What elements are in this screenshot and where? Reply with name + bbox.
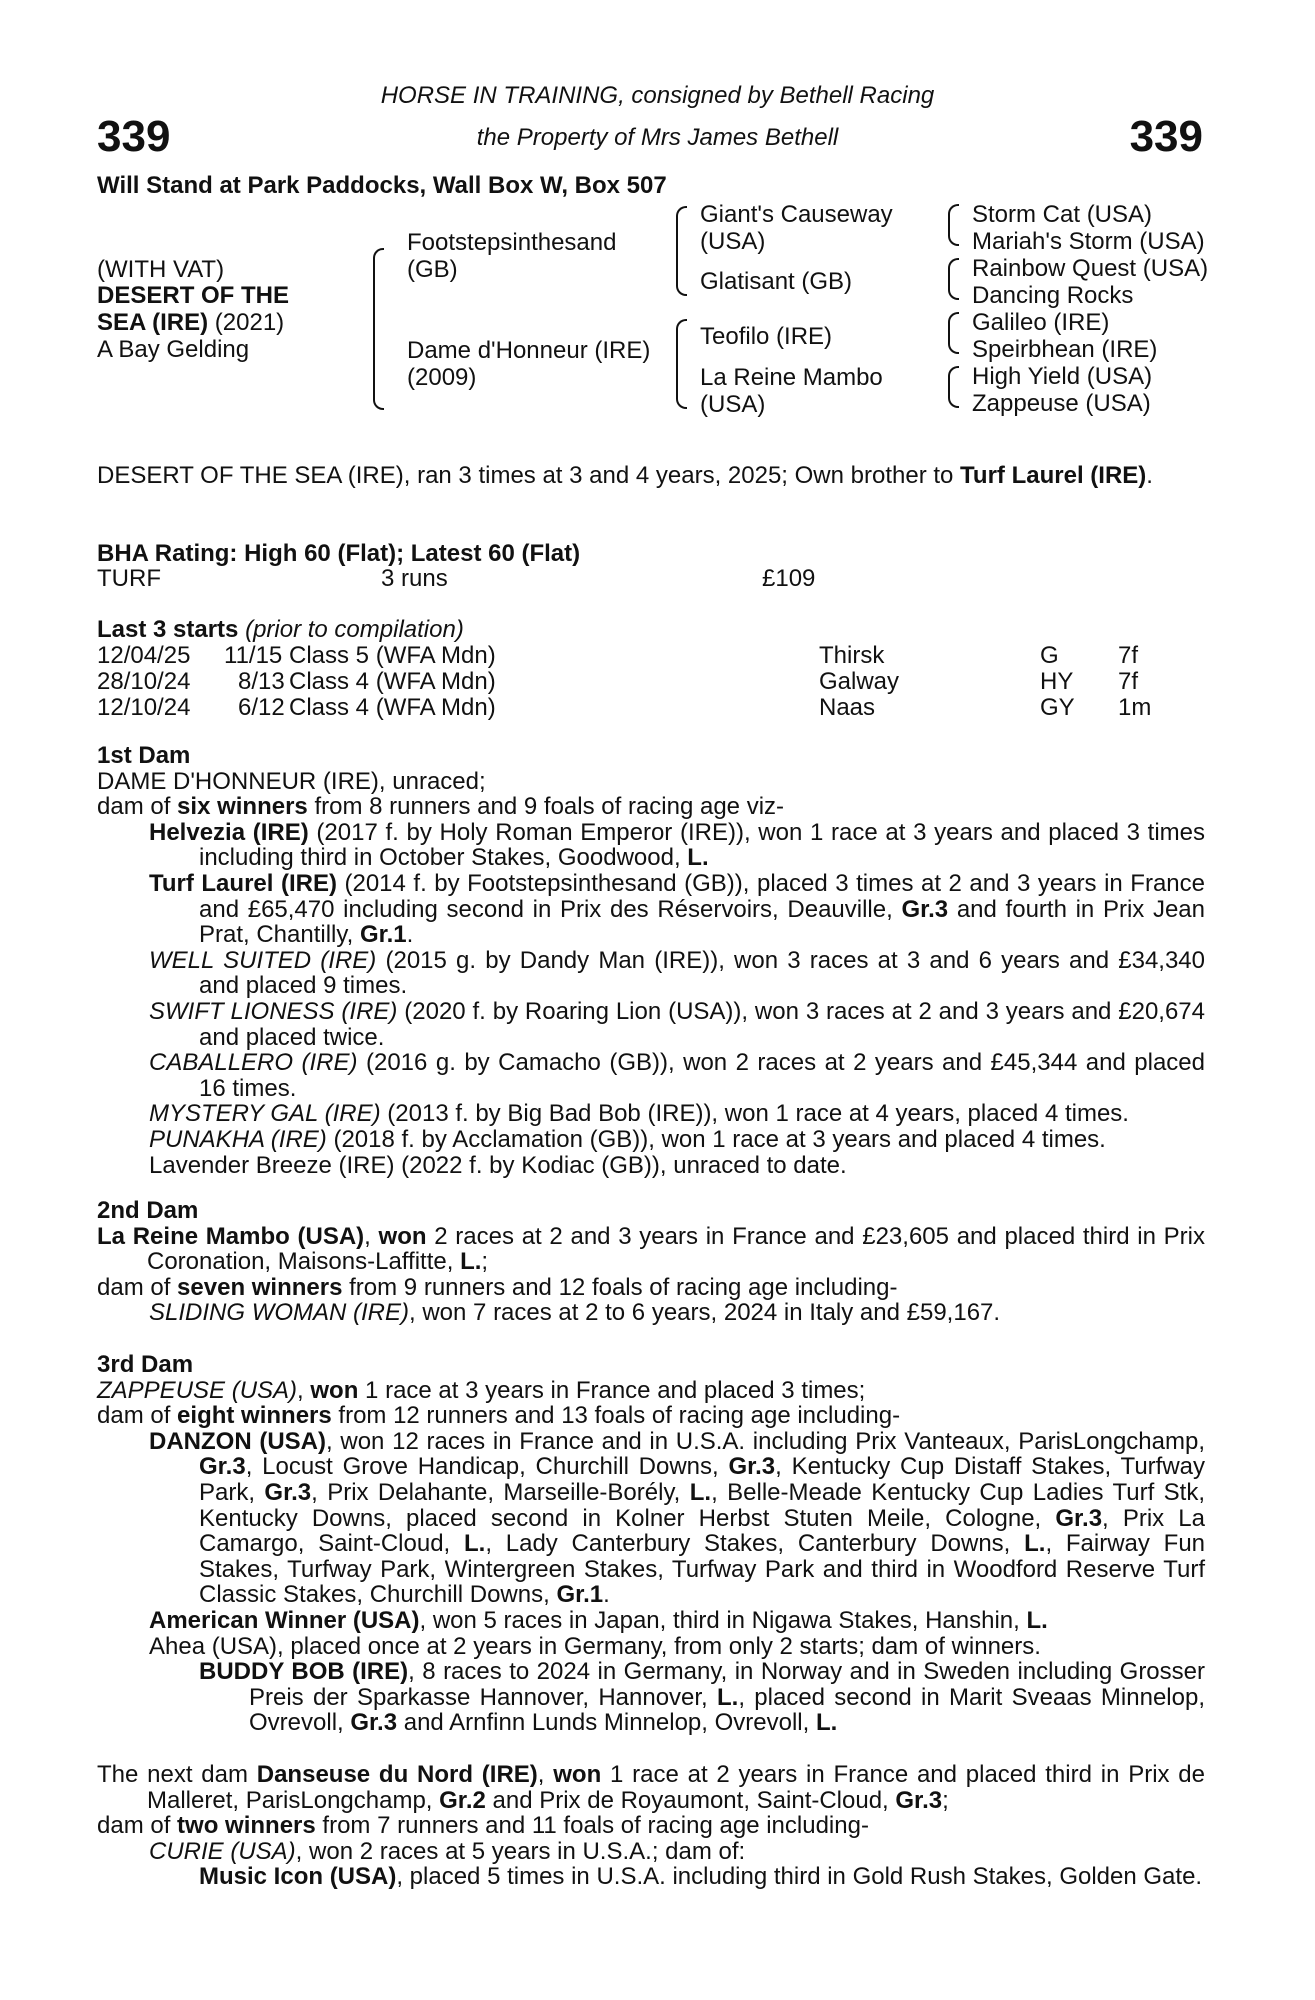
produce-punakha [149,1127,1205,1153]
rating-surface: TURF [97,565,161,592]
horse-name: Helvezia (IRE) [149,818,309,846]
emphasis-text: DANZON (USA) [149,1427,327,1455]
produce-lavender-breeze: Lavender Breeze (IRE) (2022 f. by Kodiac (GB)), unraced to date. [149,1151,847,1179]
next-dam-section [97,1762,1205,1890]
first-dam-line: DAME D'HONNEUR (IRE), unraced; [97,767,486,795]
dam-name: Dame d'Honneur (IRE) [407,337,651,364]
text: (2016 g. by Camacho (GB)), won 2 races at 2 years and £45,344 and placed 16 times. [199,1049,1206,1102]
text: , Kentucky Cup Distaff Stakes, Turfway Park, [199,1453,1206,1506]
text: dam of [97,1812,178,1840]
produce-music-icon [199,1864,1205,1890]
start-going: G [1040,642,1059,669]
text: , won 12 races in France and in U.S.A. including Prix Vanteaux, ParisLongchamp, [326,1427,1206,1455]
start-class: Class 5 (WFA Mdn) [289,642,496,669]
lot-number-left: 339 [97,112,171,161]
pedigree-bracket-dam [676,319,687,409]
start-course: Thirsk [819,642,885,669]
text: , won 2 races at 5 years in U.S.A.; dam of: [295,1837,746,1865]
start-date: 12/04/25 [97,642,191,669]
emphasis-text: American Winner (USA) [149,1606,420,1634]
produce-curie [149,1839,1205,1865]
produce-caballero [149,1050,1205,1101]
text: 2 races at 2 and 3 years in France and £23,605 and placed third in Prix Coronation, Maisons-Laffitte, [147,1222,1205,1276]
horse-name: CABALLERO (IRE) [149,1049,358,1077]
horse-name: WELL SUITED (IRE) [149,946,377,974]
text: (2015 g. by Dandy Man (IRE)), won 3 races at 3 and 6 years and £34,340 and placed 9 times. [199,946,1205,1000]
emphasis-text: Gr.1 [556,1581,604,1609]
text: ; [942,1786,949,1814]
start-date: 28/10/24 [97,668,191,695]
text: dam of [97,793,178,821]
text: 1 race at 2 years in France and placed third in Prix de Malleret, ParisLongchamp, [147,1761,1205,1814]
summary-text: DESERT OF THE SEA (IRE), ran 3 times at 3 and 4 years, 2025; Own brother to [97,462,961,489]
horse-name-part: SEA (IRE) [97,309,209,336]
text: dam of [97,1402,178,1430]
start-course: Naas [819,694,876,721]
text: dam of [97,1273,178,1301]
text: from 12 runners and 13 foals of racing age including- [331,1402,901,1430]
horse-name-line1: DESERT OF THE [97,282,290,309]
text: , [537,1761,554,1788]
text: from 8 runners and 9 foals of racing age viz- [307,793,785,821]
third-dam-section [97,1352,1205,1736]
text: and Prix de Royaumont, Saint-Cloud, [485,1786,896,1814]
text: and fourth in Prix Jean Prat, Chantilly, [199,895,1205,949]
text: (2018 f. by Acclamation (GB)), won 1 race at 3 years and placed 4 times. [326,1125,1106,1153]
horse-description: A Bay Gelding [97,336,250,363]
text: (2020 f. by Roaring Lion (USA)), won 3 races at 2 and 3 years and £20,674 and placed twice. [199,997,1205,1051]
second-dam-section [97,1198,1205,1326]
horse-name: CURIE (USA) [149,1837,296,1865]
second-dam-title: 2nd Dam [97,1197,199,1224]
pedigree-bracket-main [373,248,384,410]
sire-sire-name: Giant's Causeway [700,201,893,228]
produce-sliding-woman [149,1300,1205,1326]
text: and Arnfinn Lunds Minnelop, Ovrevoll, [397,1709,816,1737]
horse-name: SWIFT LIONESS (IRE) [149,997,398,1025]
text: ; [481,1248,489,1276]
second-dam-produce-line [97,1275,1205,1301]
text: 1 race at 3 years in France and placed 3 times; [358,1376,866,1404]
pedigree-bracket-g3 [948,312,959,354]
vat-note: (WITH VAT) [97,256,225,283]
foaling-year: (2021) [208,309,285,336]
lot-number-right: 339 [1129,112,1203,161]
emphasis-text: Gr.3 [728,1453,776,1481]
produce-swift-lioness [149,999,1205,1050]
first-dam-title: 1st Dam [97,742,191,769]
emphasis-text: Danseuse du Nord (IRE) [256,1761,538,1788]
start-position: 6/12 [238,694,285,721]
third-dam-line [97,1378,1205,1404]
text: , [364,1222,379,1250]
gg-8: Zappeuse (USA) [972,390,1151,417]
start-date: 12/10/24 [97,694,191,721]
produce-danzon [149,1429,1205,1608]
grade: Gr.1 [359,921,407,949]
bha-rating-title: BHA Rating: High 60 (Flat); Latest 60 (Flat) [97,540,581,567]
gg-3: Rainbow Quest (USA) [972,255,1209,282]
horse-name: SLIDING WOMAN (IRE) [149,1299,410,1327]
text: , Prix La Camargo, Saint-Cloud, [199,1504,1205,1558]
winners-count: six winners [177,793,308,821]
gg-1: Storm Cat (USA) [972,201,1153,228]
produce-buddy-bob [199,1659,1205,1736]
text: , Fairway Fun Stakes, Turfway Park, Wintergreen Stakes, Turfway Park and third in Woodford Reserve Turf Classic Stakes, Churchill Downs, [199,1530,1206,1609]
won-label: won [378,1222,427,1250]
text: , [297,1376,311,1404]
rating-runs: 3 runs [381,565,448,592]
text: . [603,1581,610,1609]
sire-name: Footstepsinthesand [407,229,617,256]
pedigree-bracket-sire [676,206,687,296]
pedigree-bracket-g4 [948,366,959,408]
produce-ahea: Ahea (USA), placed once at 2 years in Germany, from only 2 starts; dam of winners. [149,1632,1041,1660]
sire-origin: (GB) [407,256,458,283]
emphasis-text: L. [689,1478,712,1506]
text: , won 7 races at 2 to 6 years, 2024 in Italy and £59,167. [409,1299,1001,1327]
text: , placed 5 times in U.S.A. including third in Gold Rush Stakes, Golden Gate. [396,1863,1203,1891]
winners-count: two winners [177,1812,316,1840]
emphasis-text: Gr.3 [1055,1504,1103,1532]
first-dam-produce-line [97,794,1205,820]
produce-helvezia [149,820,1205,871]
emphasis-text: L. [815,1709,838,1737]
emphasis-text: won [553,1761,602,1788]
text: (2017 f. by Holy Roman Emperor (IRE)), won 1 race at 3 years and placed 3 times including third in October Stakes, Goodwood, [199,818,1206,872]
start-position: 8/13 [238,668,285,695]
stand-line: Will Stand at Park Paddocks, Wall Box W, Box 507 [97,172,667,199]
summary-end: . [1146,462,1153,489]
property-line: the Property of Mrs James Bethell [476,124,839,151]
start-position: 11/15 [224,642,283,669]
last-starts-note: (prior to compilation) [238,616,464,643]
sire-dam-name: Glatisant (GB) [700,268,853,295]
race-summary [97,463,1205,489]
horse-name-line2 [97,309,284,336]
emphasis-text: BUDDY BOB (IRE) [199,1658,409,1686]
second-dam-line [97,1224,1205,1275]
text: , Prix Delahante, Marseille-Borély, [311,1478,690,1506]
emphasis-text: Music Icon (USA) [199,1863,397,1891]
grade: L. [460,1248,482,1276]
emphasis-text: L. [1026,1606,1048,1634]
start-distance: 7f [1118,642,1139,669]
grade: L. [687,844,709,872]
start-distance: 7f [1118,668,1139,695]
emphasis-text: L. [463,1530,486,1558]
last-starts-title: Last 3 starts [97,616,239,643]
rating-earnings: £109 [762,565,816,592]
next-dam-line [97,1762,1205,1813]
summary-brother: Turf Laurel (IRE) [960,462,1147,489]
text: (2013 f. by Big Bad Bob (IRE)), won 1 race at 4 years, placed 4 times. [380,1100,1129,1128]
text: . [406,921,414,949]
produce-mystery-gal [149,1101,1205,1127]
first-dam-section [97,743,1205,1178]
consignment-line: HORSE IN TRAINING, consigned by Bethell Racing [380,82,935,109]
text: from 7 runners and 11 foals of racing age including- [315,1812,869,1840]
next-dam-produce-line [97,1813,1205,1839]
gg-5: Galileo (IRE) [972,309,1110,336]
third-dam-title: 3rd Dam [97,1351,194,1378]
start-going: GY [1040,694,1075,721]
grade: Gr.3 [901,895,949,923]
start-course: Galway [819,668,900,695]
horse-name: Turf Laurel (IRE) [149,869,337,897]
dam-sire-name: Teofilo (IRE) [700,323,833,350]
gg-7: High Yield (USA) [972,363,1153,390]
produce-turf-laurel [149,871,1205,948]
dam-year: (2009) [407,364,477,391]
horse-name: ZAPPEUSE (USA) [97,1376,298,1404]
text: , Locust Grove Handicap, Churchill Downs, [245,1453,729,1481]
start-going: HY [1040,668,1074,695]
emphasis-text: Gr.3 [264,1478,312,1506]
dam-dam-name: La Reine Mambo [700,364,883,391]
start-class: Class 4 (WFA Mdn) [289,668,496,695]
start-distance: 1m [1118,694,1152,721]
produce-well-suited [149,948,1205,999]
pedigree-bracket-g2 [948,258,959,300]
won-label: won [310,1376,359,1404]
emphasis-text: L. [717,1683,739,1711]
gg-6: Speirbhean (IRE) [972,336,1158,363]
emphasis-text: Gr.2 [439,1786,486,1814]
emphasis-text: Gr.3 [199,1453,246,1481]
emphasis-text: Gr.3 [350,1709,398,1737]
text: (2014 f. by Footstepsinthesand (GB)), placed 3 times at 2 and 3 years in France and £65,470 including second in Prix des Réservoirs, Deauville, [199,869,1205,923]
third-dam-produce-line [97,1403,1205,1429]
text: , won 5 races in Japan, third in Nigawa Stakes, Hanshin, [419,1606,1027,1634]
gg-4: Dancing Rocks [972,282,1134,309]
text: , Lady Canterbury Stakes, Canterbury Downs, [485,1530,1025,1558]
gg-2: Mariah's Storm (USA) [972,228,1205,255]
emphasis-text: Gr.3 [895,1786,943,1814]
text: from 9 runners and 12 foals of racing age including- [342,1273,898,1301]
last-starts-heading [97,617,464,643]
text: , 8 races to 2024 in Germany, in Norway and in Sweden including Grosser Preis der Sparkasse Hannover, Hannover, [249,1658,1205,1711]
horse-name: La Reine Mambo (USA) [97,1222,365,1250]
text: , Belle-Meade Kentucky Cup Ladies Turf Stk, Kentucky Downs, placed second in Kolner Herbst Stuten Meile, Cologne, [199,1478,1206,1532]
winners-count: eight winners [177,1402,332,1430]
horse-name: MYSTERY GAL (IRE) [149,1100,381,1128]
pedigree-bracket-g1 [948,204,959,246]
horse-name: PUNAKHA (IRE) [149,1125,327,1153]
produce-american-winner [149,1608,1205,1634]
winners-count: seven winners [177,1273,343,1301]
text: , placed second in Marit Sveaas Minnelop, Ovrevoll, [249,1683,1205,1737]
dam-dam-origin: (USA) [700,391,766,418]
emphasis-text: L. [1024,1530,1046,1558]
start-class: Class 4 (WFA Mdn) [289,694,496,721]
sire-sire-origin: (USA) [700,228,766,255]
text: The next dam [97,1761,257,1788]
